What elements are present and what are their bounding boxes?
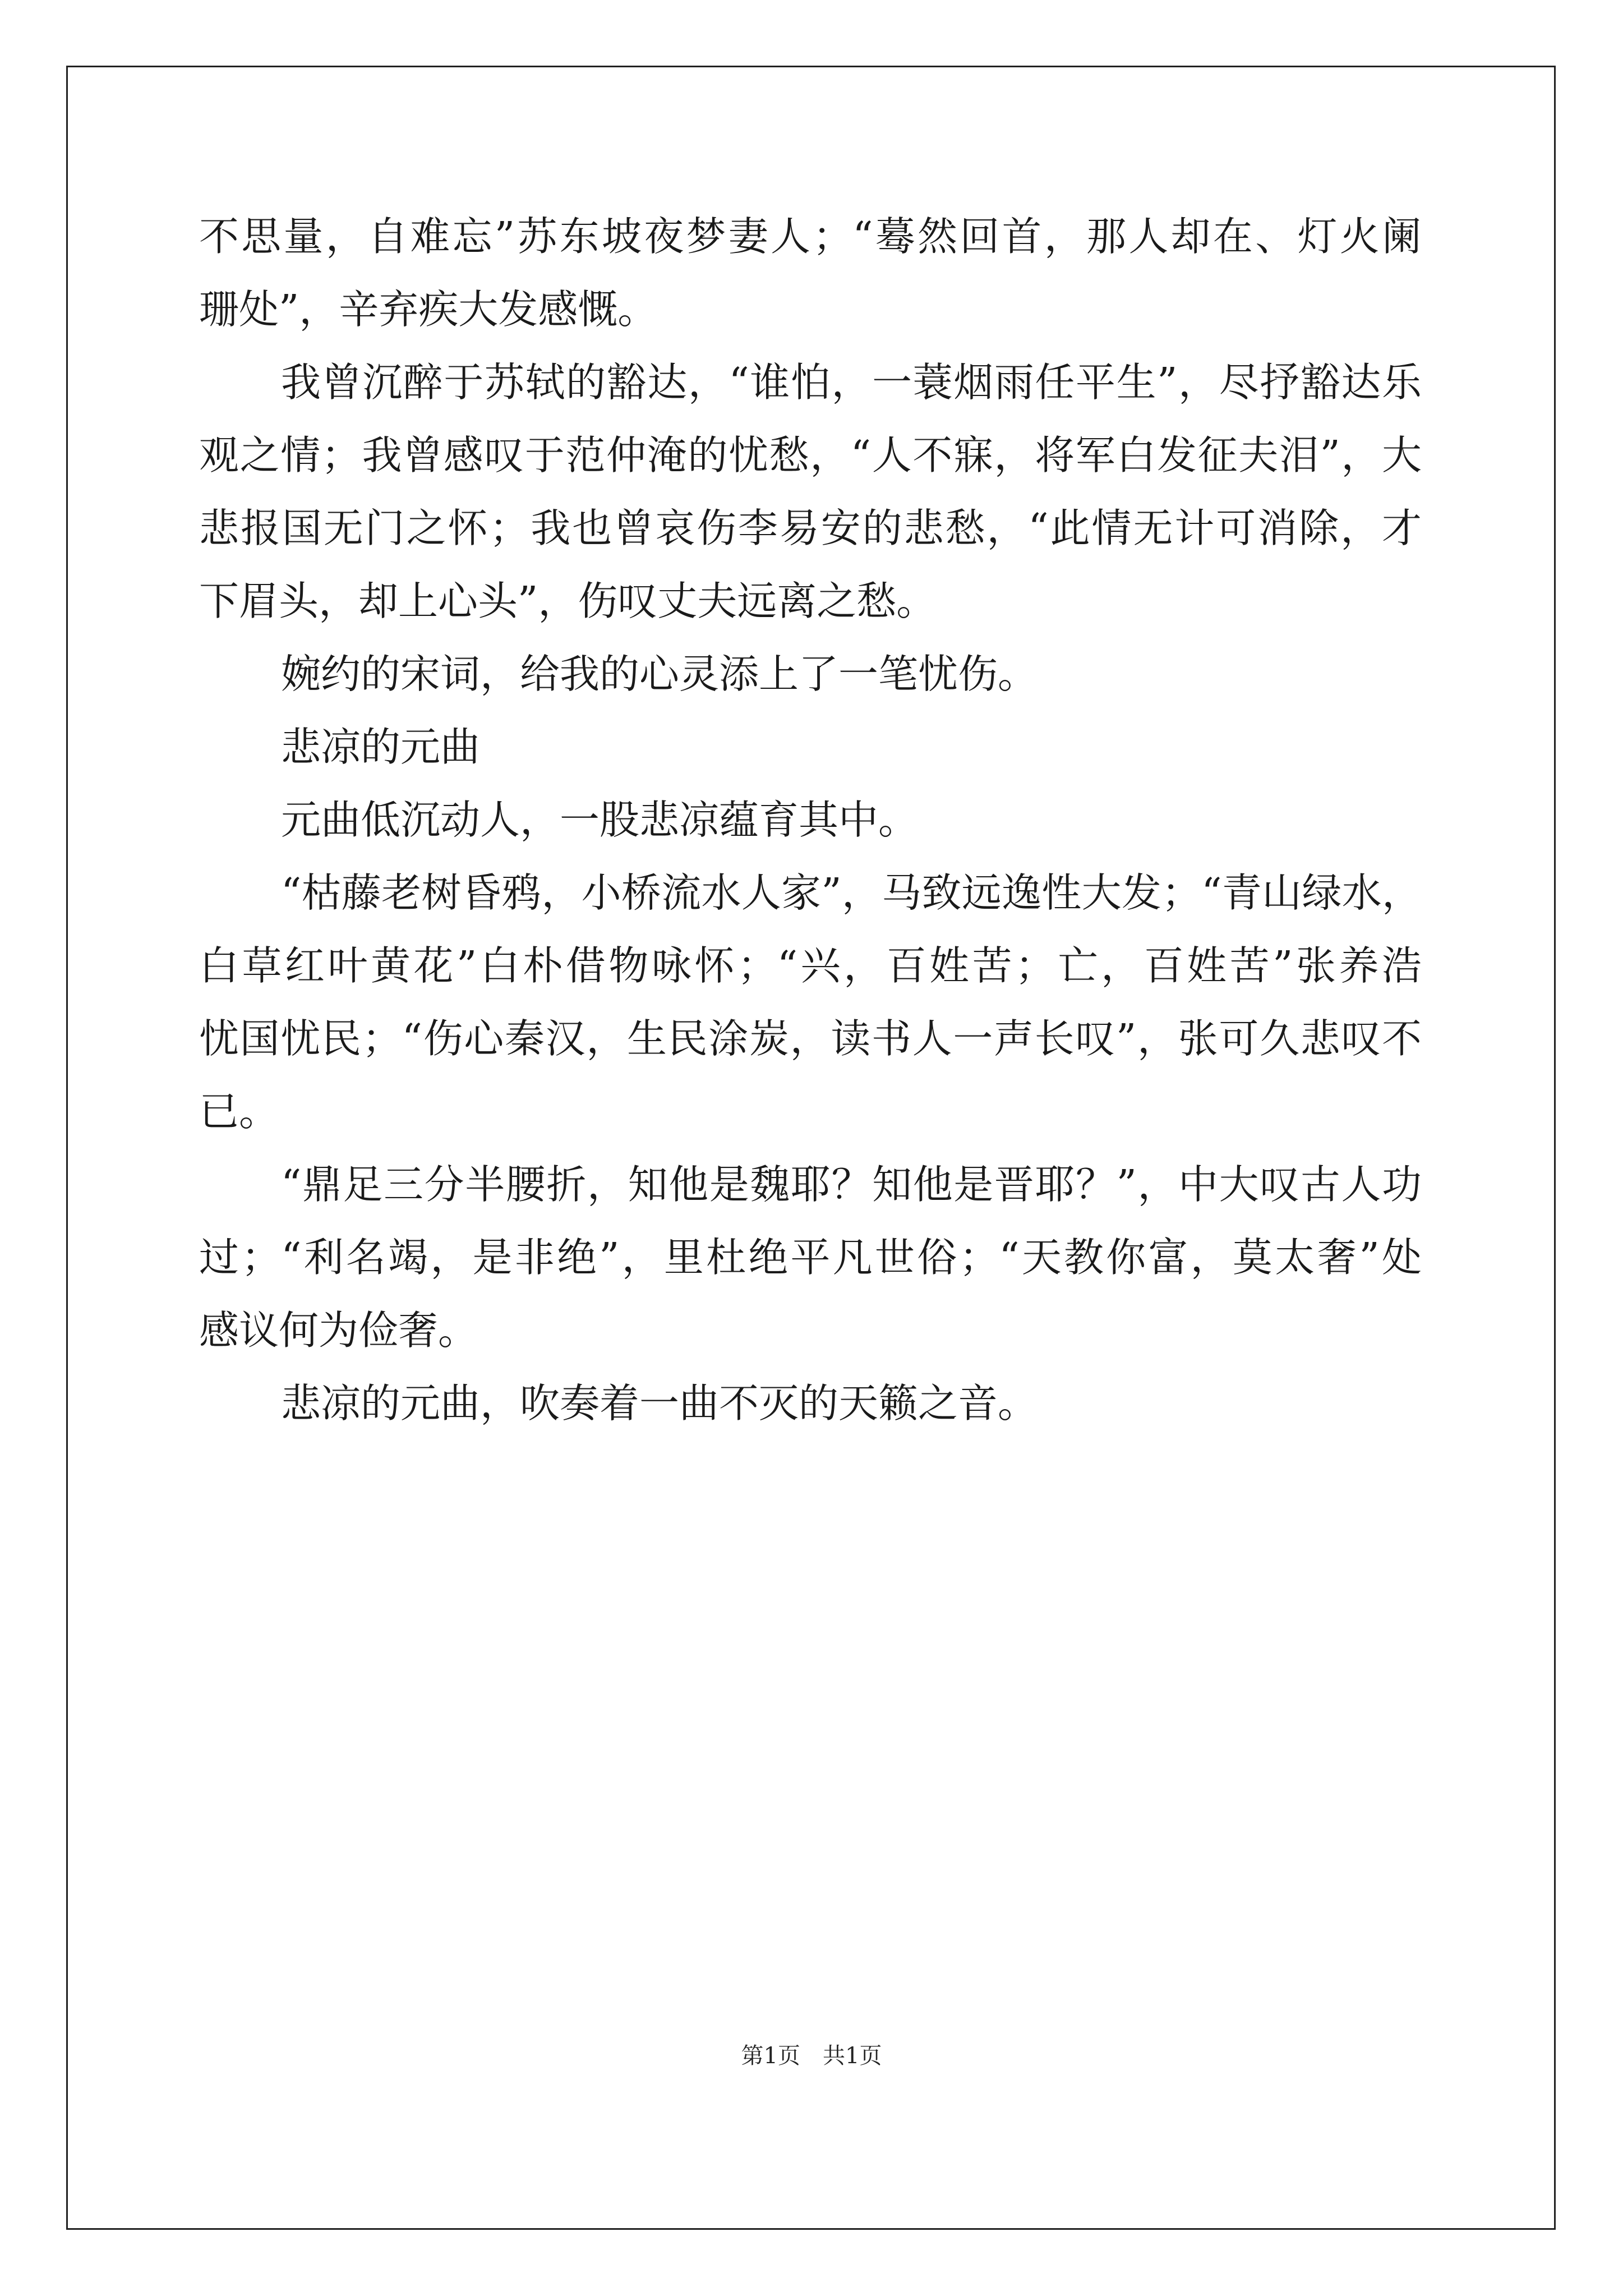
text-line: “鼎足三分半腰折，知他是魏耶？知他是晋耶？”，中大叹古人功 (281, 1161, 1422, 1208)
text-line: 下眉头，却上心头”，伤叹丈夫远离之愁。 (199, 578, 937, 624)
text-line: 悲报国无门之怀；我也曾哀伤李易安的悲愁，“此情无计可消除，才 (199, 505, 1422, 551)
text-line: 过；“利名竭，是非绝”，里杜绝平凡世俗；“天教你富，莫太奢”处 (199, 1234, 1422, 1281)
text-line: 白草红叶黄花”白朴借物咏怀；“兴，百姓苦；亡，百姓苦”张养浩 (199, 942, 1422, 989)
text-line: 婉约的宋词，给我的心灵添上了一笔忧伤。 (281, 651, 1038, 697)
text-line: “枯藤老树昏鸦，小桥流水人家”，马致远逸性大发；“青山绿水， (281, 869, 1422, 916)
text-line: 珊处”，辛弃疾大发感慨。 (199, 286, 658, 333)
text-line: 悲凉的元曲，吹奏着一曲不灭的天籁之音。 (281, 1380, 1038, 1427)
section-heading: 悲凉的元曲 (281, 724, 481, 770)
text-line: 忧国忧民；“伤心秦汉，生民涂炭，读书人一声长叹”，张可久悲叹不 (199, 1015, 1422, 1062)
text-line: 感议何为俭奢。 (199, 1307, 478, 1354)
text-line: 不思量，自难忘”苏东坡夜梦妻人；“蓦然回首，那人却在、灯火阑 (199, 213, 1422, 260)
text-line: 元曲低沉动人，一股悲凉蕴育其中。 (281, 797, 919, 843)
page-footer: 第1页 共1页 (741, 2043, 882, 2069)
text-line: 已。 (199, 1088, 279, 1135)
text-line: 观之情；我曾感叹于范仲淹的忧愁，“人不寐，将军白发征夫泪”，大 (199, 432, 1422, 478)
text-line: 我曾沉醉于苏轼的豁达，“谁怕，一蓑烟雨任平生”，尽抒豁达乐 (281, 359, 1422, 406)
